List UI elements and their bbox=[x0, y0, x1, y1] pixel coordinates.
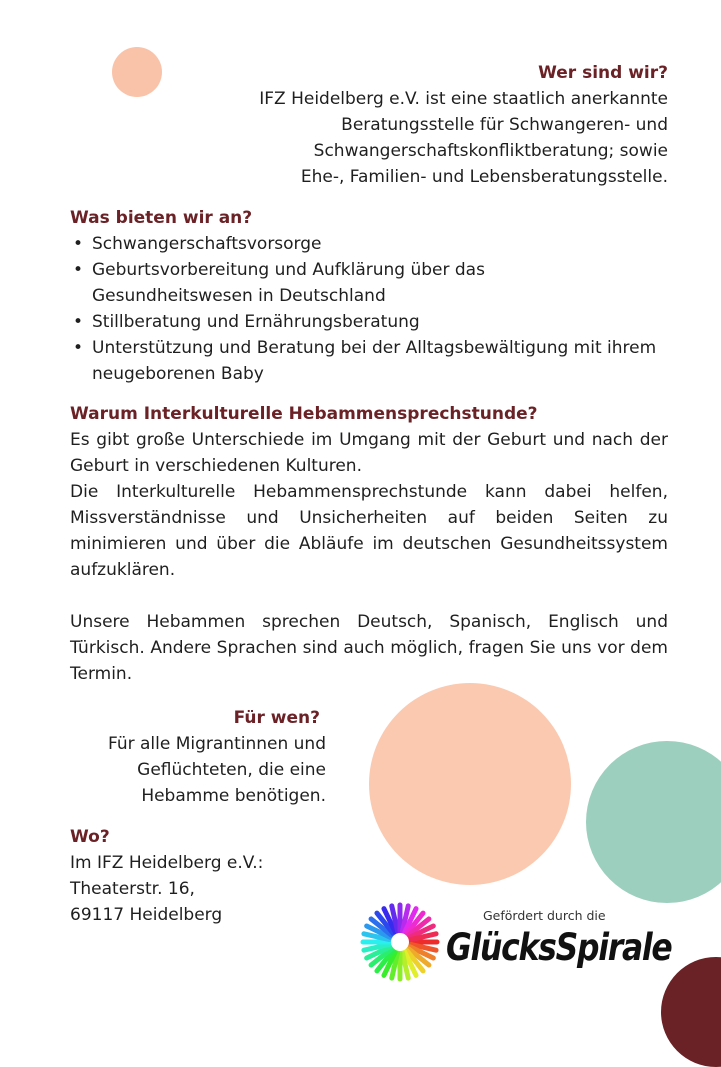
for-whom-line: Geflüchteten, die eine bbox=[137, 760, 326, 780]
who-section bbox=[150, 60, 668, 190]
languages-section bbox=[70, 609, 668, 687]
where-line: Theaterstr. 16, bbox=[70, 879, 195, 899]
where-line: Im IFZ Heidelberg e.V.: bbox=[70, 853, 264, 873]
gluecksspirale-wheel-logo-icon bbox=[360, 902, 440, 982]
why-paragraph-2: Die Interkulturelle Hebammensprechstunde kann dabei helfen, Missverständnisse und Unsicherheiten auf beiden Seiten zu minimieren und über die Abläufe im deutschen Gesundheitssystem aufzuklären. bbox=[70, 482, 668, 580]
offer-list bbox=[70, 231, 670, 387]
for-whom-line: Für alle Migrantinnen und bbox=[107, 734, 326, 754]
offer-item: • Stillberatung und Ernährungsberatung bbox=[70, 309, 670, 335]
sponsor-logo bbox=[360, 902, 672, 987]
offer-item: • Schwangerschaftsvorsorge bbox=[70, 231, 670, 257]
where-heading: Wo? bbox=[70, 827, 110, 847]
languages-text: Unsere Hebammen sprechen Deutsch, Spanisch, Englisch und Türkisch. Andere Sprachen sind auch möglich, fragen Sie uns vor dem Termin. bbox=[70, 612, 668, 684]
where-section bbox=[70, 824, 370, 928]
why-paragraph-1: Es gibt große Unterschiede im Umgang mit der Geburt und nach der Geburt in verschiedenen Kulturen. bbox=[70, 430, 668, 476]
sponsor-brand: GlücksSpirale bbox=[446, 926, 672, 969]
for-whom-line: Hebamme benötigen. bbox=[141, 786, 326, 806]
sponsor-caption: Gefördert durch die bbox=[483, 908, 606, 923]
decor-circle-teal bbox=[586, 741, 721, 903]
offer-item: • Unterstützung und Beratung bei der Alltagsbewältigung mit ihrem neugeborenen Baby bbox=[70, 335, 657, 387]
for-whom-heading: Für wen? bbox=[233, 708, 320, 728]
offer-heading: Was bieten wir an? bbox=[70, 208, 253, 228]
decor-circle-dark bbox=[661, 957, 721, 1067]
who-line: Ehe-, Familien- und Lebensberatungsstelle. bbox=[300, 167, 668, 187]
why-heading: Warum Interkulturelle Hebammensprechstunde? bbox=[70, 404, 538, 424]
decor-circle-peach-large bbox=[369, 683, 571, 885]
for-whom-section bbox=[60, 705, 326, 809]
where-line: 69117 Heidelberg bbox=[70, 905, 223, 925]
who-line: IFZ Heidelberg e.V. ist eine staatlich anerkannte bbox=[259, 89, 668, 109]
who-heading: Wer sind wir? bbox=[538, 63, 668, 83]
offer-section bbox=[70, 205, 670, 387]
why-section bbox=[70, 401, 668, 583]
who-line: Beratungsstelle für Schwangeren- und bbox=[341, 115, 668, 135]
offer-item: • Geburtsvorbereitung und Aufklärung über das Gesundheitswesen in Deutschland bbox=[70, 257, 552, 309]
who-line: Schwangerschaftskonfliktberatung; sowie bbox=[313, 141, 668, 161]
